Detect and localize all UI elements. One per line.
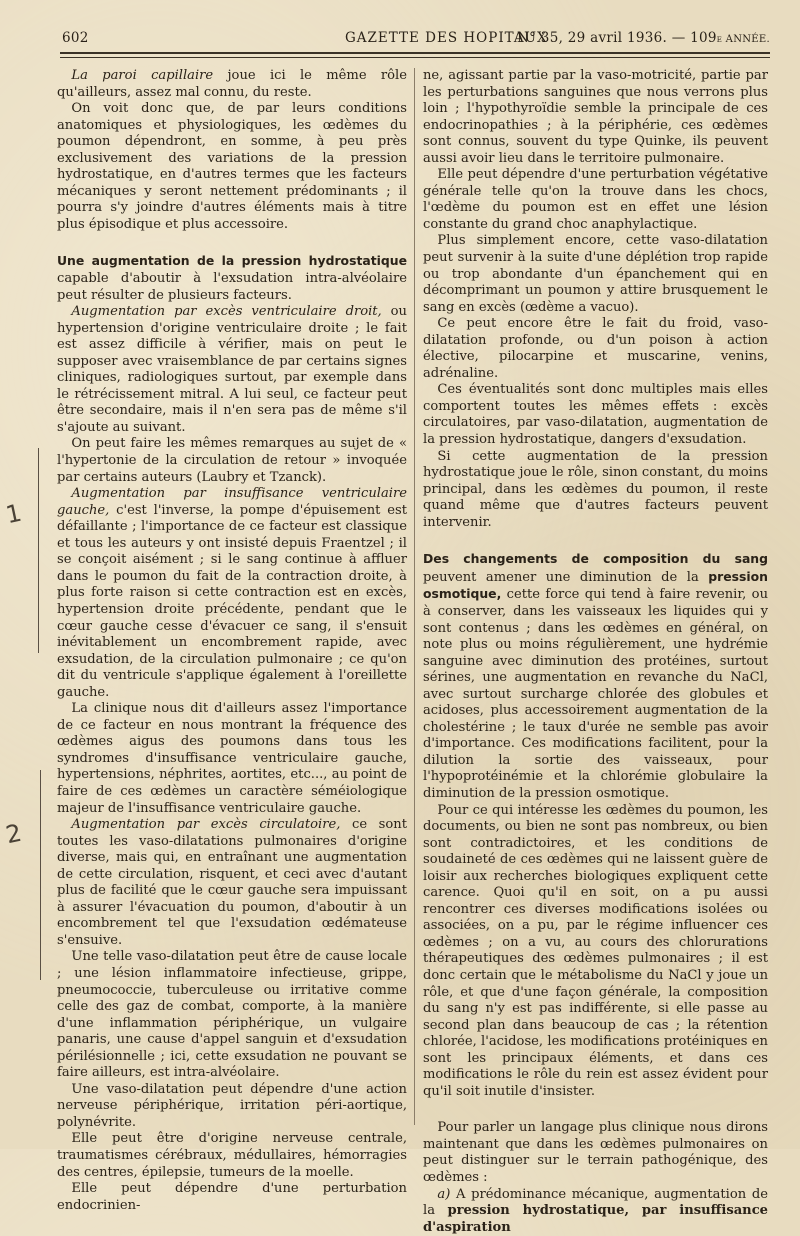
- paragraph-text: cette force qui tend à faire revenir, ou à conserver, dans les vaisseaux les liquides qui y sont contenus ; dans les œdèmes en général, on note plus ou moins régulièrement, une hydrémie sanguine avec diminution des protéines, surtout sérines, une augmentation en revanche du NaCl, avec surtout surcharge chlorée des globules et acidoses, plus accessoirement augmentation de la cholestérine ; le taux d'urée ne semble pas avoir d'importance. Ces modifications facilitent, pour la dilution la sortie des vaisseaux, pour l'hypoprotéinémie et la chlorémie globulaire la diminution de la pression osmotique.: [423, 587, 768, 801]
- italic-lead: Augmentation par insuffisance ventriculaire gauche,: [57, 486, 407, 518]
- paragraph-text: A prédominance mécanique, augmentation de la: [423, 1186, 768, 1219]
- section-heading: Une augmentation de la pression hydrostatique: [57, 253, 407, 269]
- journal-title: GAZETTE DES HOPITAUX: [345, 30, 548, 46]
- page-header: [62, 26, 770, 50]
- issue-suffix: e ANNÉE.: [716, 34, 770, 45]
- paragraph: [57, 817, 407, 949]
- italic-lead: La paroi capillaire: [71, 68, 214, 83]
- paragraph: Une telle vaso-dilatation peut être de cause locale ; une lésion inflammatoire infectieuse, grippe, pneumococcie, tuberculeuse ou irritative comme celle des gaz de combat, comporte, à la manière d'une inflammation périphérique, un vulgaire panaris, une cause d'appel sanguin et d'exsudation périlésionnelle ; ici, cette exsudation ne pouvant se faire ailleurs, est intra-alvéolaire.: [57, 949, 407, 1081]
- paragraph-text: c'est l'inverse, la pompe d'épuisement est défaillante ; l'importance de ce facteur est classique et tous les auteurs y ont insisté depuis Fraentzel ; il se conçoit aisément ; si le sang continue à affluer dans le poumon du fait de la contraction droite, à plus forte raison si cette contraction est en excès, hypertension droite précédente, pendant que le cœur gauche cesse d'évacuer ce sang, il s'ensuit inévitablement un encombrement rapide, avec exsudation, de la circulation pulmonaire ; ce qu'on dit du ventricule s'applique également à l'oreillette gauche.: [57, 502, 407, 700]
- paragraph-text: capable d'aboutir à l'exsudation intra-alvéolaire peut résulter de plusieurs facteurs.: [57, 271, 407, 303]
- paragraph: Elle peut dépendre d'une perturbation végétative générale telle qu'on la trouve dans les chocs, l'œdème du poumon est en effet une lésion constante du grand choc anaphylactique.: [423, 167, 768, 232]
- page-number: 602: [62, 30, 89, 46]
- bold-term: pression osmotique,: [423, 568, 768, 602]
- paragraph: On voit donc que, de par leurs conditions anatomiques et physiologiques, les œdèmes du poumon dépendront, en somme, à peu près exclusivement des variations de la pression hydrostatique, en d'autres termes que les facteurs mécaniques y seront nettement prédominants ; il pourra s'y joindre d'autres éléments mais à titre plus épisodique et plus accessoire.: [57, 101, 407, 232]
- section-paragraph: [57, 253, 407, 304]
- paragraph-text: ce sont toutes les vaso-dilatations pulmonaires d'origine diverse, mais qui, en entraînant une augmentation de cette circulation, risquent, et ceci avec d'autant plus de facilité que le cœur gauche sera impuissant à assurer l'évacuation du poumon, d'aboutir à un encombrement tel que l'exsudation œdémateuse s'ensuive.: [57, 817, 407, 948]
- paragraph: Pour parler un langage plus clinique nous dirons maintenant que dans les œdèmes pulmonaires on peut distinguer sur le terrain pathogénique, des œdèmes :: [423, 1120, 768, 1185]
- paragraph: ne, agissant partie par la vaso-motricité, partie par les perturbations sanguines que nous verrons plus loin ; l'hypothyroïdie semble la principale de ces endocrinopathies ; à la périphérie, ces œdèmes sont connus, souvent du type Quinke, ils peuvent aussi avoir lieu dans le territoire pulmonaire.: [423, 68, 768, 166]
- right-column: [423, 68, 769, 1235]
- paragraph: [423, 1187, 768, 1236]
- paragraph: Elle peut dépendre d'une perturbation endocrinien-: [57, 1181, 407, 1213]
- paragraph: On peut faire les mêmes remarques au sujet de « l'hypertonie de la circulation de retour » invoquée par certains auteurs (Laubry et Tzanck).: [57, 436, 407, 485]
- italic-lead: a): [437, 1186, 451, 1202]
- bold-term: pression hydrostatique, par insuffisance d'aspiration: [423, 1203, 769, 1235]
- paragraph: La clinique nous dit d'ailleurs assez l'importance de ce facteur en nous montrant la fréquence des œdèmes aigus des poumons dans tous les syndromes d'insuffisance ventriculaire gauche, hypertensions, néphrites, aortites, etc..., au point de faire de ces œdèmes un caractère séméiologique majeur de l'insuffisance ventriculaire gauche.: [57, 701, 407, 816]
- paragraph: Plus simplement encore, cette vaso-dilatation peut survenir à la suite d'une déplétion trop rapide ou trop abondante d'un épanchement qui en décomprimant un poumon y attire brusquement le sang en excès (œdème a vacuo).: [423, 233, 768, 315]
- margin-bracket-2: [40, 770, 41, 980]
- italic-lead: Augmentation par excès circulatoire,: [71, 817, 341, 833]
- header-rule-thin: [60, 57, 770, 58]
- margin-mark-2: 2: [3, 818, 25, 850]
- paragraph: [57, 304, 407, 436]
- column-divider: [414, 68, 415, 1125]
- italic-lead: Augmentation par excès ventriculaire droit,: [71, 304, 382, 320]
- left-column: [57, 68, 407, 1213]
- paragraph: [57, 68, 407, 101]
- paragraph: [57, 486, 407, 701]
- paragraph: Ces éventualités sont donc multiples mais elles comportent toutes les mêmes effets : excès circulatoires, par vaso-dilatation, augmentation de la pression hydrostatique, dangers d'exsudation.: [423, 382, 768, 448]
- issue-date: N° 35, 29 avril 1936. — 109: [517, 30, 717, 46]
- issue-info: [517, 30, 770, 46]
- margin-bracket-1: [38, 448, 39, 653]
- paragraph: Une vaso-dilatation peut dépendre d'une action nerveuse périphérique, irritation péri-aortique, polynévrite.: [57, 1081, 407, 1130]
- paragraph: Elle peut être d'origine nerveuse centrale, traumatismes cérébraux, médullaires, hémorragies des centres, épilepsie, tumeurs de la moelle.: [57, 1131, 407, 1180]
- paragraph-text: peuvent amener une diminution de la: [423, 569, 709, 585]
- section-paragraph: [423, 551, 768, 802]
- paragraph: Ce peut encore être le fait du froid, vaso-dilatation profonde, ou d'un poison à action élective, pilocarpine et muscarine, venins, adrénaline.: [423, 316, 768, 381]
- paragraph-text: joue ici le même rôle qu'ailleurs, assez mal connu, du reste.: [57, 68, 407, 100]
- header-rule-thick: [60, 52, 770, 54]
- margin-mark-1: 1: [3, 498, 25, 530]
- paragraph: Pour ce qui intéresse les œdèmes du poumon, les documents, ou bien ne sont pas nombreux, ou bien sont contradictoires, et les conditions de soudaineté de ces œdèmes qui ne laissent guère de loisir aux recherches biologiques expliquent cette carence. Quoi qu'il en soit, on a pu aussi rencontrer ces diverses modifications isolées ou associées, on a pu, par le régime influencer ces œdèmes ; on a vu, au cours des chlorurations thérapeutiques des œdèmes pulmonaires ; il est donc certain que le métabolisme du NaCl y joue un rôle, et que d'une façon générale, la composition du sang n'y est pas indifférente, si elle passe au second plan dans beaucoup de cas ; la rétention chlorée, l'acidose, les modifications protéiniques en sont les principaux éléments, et dans ces modifications le rôle du rein est assez évident pour qu'il soit inutile d'insister.: [423, 802, 768, 1099]
- section-heading: Des changements de composition du sang: [423, 551, 768, 567]
- paragraph-text: ou hypertension d'origine ventriculaire droite ; le fait est assez difficile à vérifier, mais on peut le supposer avec vraisemblance de par certains signes cliniques, radiologiques surtout, par exemple dans le rétrécissement mitral. A lui seul, ce facteur peut être secondaire, mais il n'en sera pas de même s'il s'ajoute au suivant.: [57, 304, 407, 435]
- paragraph: Si cette augmentation de la pression hydrostatique joue le rôle, sinon constant, du moins principal, dans les œdèmes du poumon, il reste quand même que d'autres facteurs peuvent intervenir.: [423, 448, 768, 530]
